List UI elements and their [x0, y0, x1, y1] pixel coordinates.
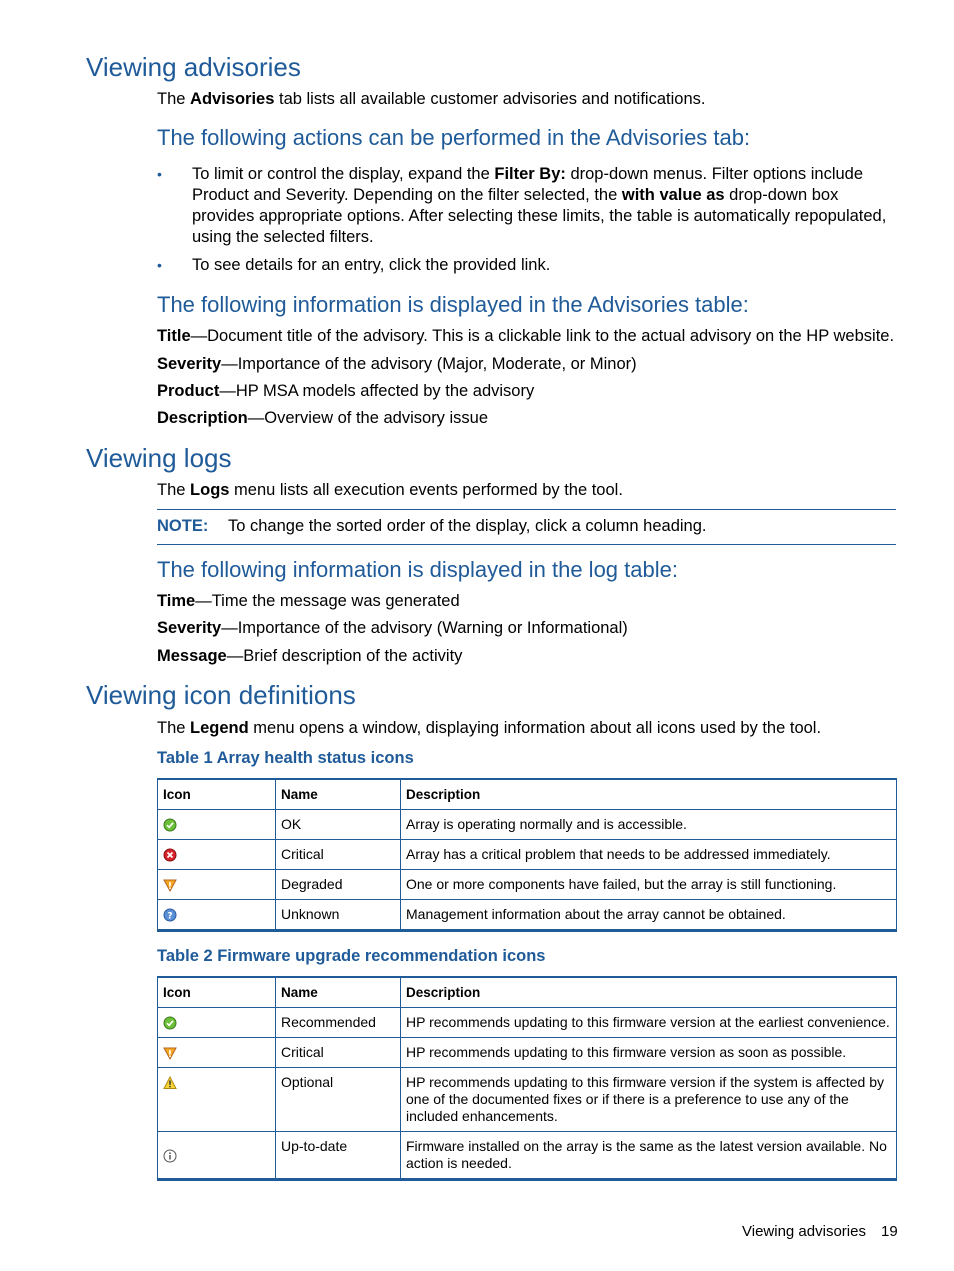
note-label: NOTE:	[157, 517, 209, 535]
bullet-icon: •	[157, 257, 162, 273]
icons-intro: The Legend menu opens a window, displaying information about all icons used by the tool.	[157, 719, 822, 737]
definition-severity: Severity—Importance of the advisory (Major, Moderate, or Minor)	[157, 355, 637, 373]
row-name: Degraded	[276, 870, 401, 900]
row-description: Array is operating normally and is accessible.	[401, 810, 897, 840]
row-description: Array has a critical problem that needs to be addressed immediately.	[401, 840, 897, 870]
header-description: Description	[401, 977, 897, 1008]
definition-time: Time—Time the message was generated	[157, 592, 460, 610]
table-row	[158, 1038, 897, 1068]
log-info-heading: The following information is displayed in the log table:	[157, 557, 678, 582]
critical-icon	[163, 848, 177, 862]
table-header-row	[158, 977, 897, 1008]
actions-heading: The following actions can be performed in the Advisories tab:	[157, 125, 751, 150]
note-box	[157, 509, 896, 545]
footer-section-name: Viewing advisories	[742, 1223, 866, 1240]
table-row	[158, 1068, 897, 1132]
row-description: Management information about the array cannot be obtained.	[401, 900, 897, 931]
ok-icon	[163, 1016, 177, 1030]
note-text: To change the sorted order of the display, click a column heading.	[228, 517, 707, 535]
definition-description: Description—Overview of the advisory issue	[157, 409, 489, 427]
list-item: • To limit or control the display, expand the Filter By: drop-down menus. Filter options include Product and Severity. Depending on the filter selected, the with value as drop-down box provides appropriate options. After selecting these limits, the table is automatically repopulated, using the selected filters.	[157, 165, 887, 246]
definition-log-severity: Severity—Importance of the advisory (Warning or Informational)	[157, 619, 628, 637]
advisories-intro: The Advisories tab lists all available customer advisories and notifications.	[157, 90, 706, 108]
footer-page-number: 19	[881, 1223, 898, 1240]
header-icon: Icon	[158, 779, 276, 810]
row-description: HP recommends updating to this firmware version at the earliest convenience.	[401, 1008, 897, 1038]
info-icon	[163, 1149, 177, 1163]
row-description: HP recommends updating to this firmware version if the system is affected by one of the documented fixes or if there is a preference to use any of the included enhancements.	[401, 1068, 897, 1132]
row-name: Critical	[276, 1038, 401, 1068]
icon-cell	[158, 1038, 276, 1068]
table1-caption: Table 1 Array health status icons	[157, 749, 414, 767]
header-name: Name	[276, 977, 401, 1008]
ok-icon	[163, 818, 177, 832]
section-title-logs: Viewing logs	[86, 443, 232, 473]
table-row	[158, 870, 897, 900]
header-description: Description	[401, 779, 897, 810]
row-name: OK	[276, 810, 401, 840]
icon-cell	[158, 870, 276, 900]
header-icon: Icon	[158, 977, 276, 1008]
table-row	[158, 1008, 897, 1038]
unknown-icon	[163, 908, 177, 922]
bullet-icon: •	[157, 166, 162, 182]
icon-cell	[158, 1068, 276, 1132]
table-row	[158, 840, 897, 870]
row-name: Up-to-date	[276, 1132, 401, 1180]
table2-caption: Table 2 Firmware upgrade recommendation icons	[157, 947, 546, 965]
advisories-info-heading: The following information is displayed in the Advisories table:	[157, 292, 749, 317]
table-row	[158, 810, 897, 840]
warning-icon	[163, 1076, 177, 1090]
row-description: Firmware installed on the array is the same as the latest version available. No action is needed.	[401, 1132, 897, 1180]
section-title-icons: Viewing icon definitions	[86, 680, 356, 710]
icon-cell	[158, 810, 276, 840]
row-name: Critical	[276, 840, 401, 870]
row-name: Recommended	[276, 1008, 401, 1038]
svg-text:?: ?	[167, 911, 173, 922]
icon-cell	[158, 840, 276, 870]
header-name: Name	[276, 779, 401, 810]
table-row	[158, 900, 897, 931]
array-health-table	[157, 778, 897, 932]
degraded-icon	[163, 878, 177, 892]
table-header-row	[158, 779, 897, 810]
definition-title: Title—Document title of the advisory. This is a clickable link to the actual advisory on the HP website.	[157, 327, 895, 345]
definition-product: Product—HP MSA models affected by the advisory	[157, 382, 535, 400]
row-name: Optional	[276, 1068, 401, 1132]
list-item: • To see details for an entry, click the provided link.	[157, 256, 551, 274]
table-row	[158, 1132, 897, 1180]
icon-cell	[158, 1132, 276, 1180]
section-title-advisories: Viewing advisories	[86, 52, 301, 82]
row-description: One or more components have failed, but the array is still functioning.	[401, 870, 897, 900]
firmware-recommendation-table	[157, 976, 897, 1181]
definition-message: Message—Brief description of the activity	[157, 647, 463, 665]
degraded-icon	[163, 1046, 177, 1060]
icon-cell	[158, 1008, 276, 1038]
logs-intro: The Logs menu lists all execution events performed by the tool.	[157, 481, 623, 499]
icon-cell	[158, 900, 276, 931]
row-name: Unknown	[276, 900, 401, 931]
row-description: HP recommends updating to this firmware version as soon as possible.	[401, 1038, 897, 1068]
